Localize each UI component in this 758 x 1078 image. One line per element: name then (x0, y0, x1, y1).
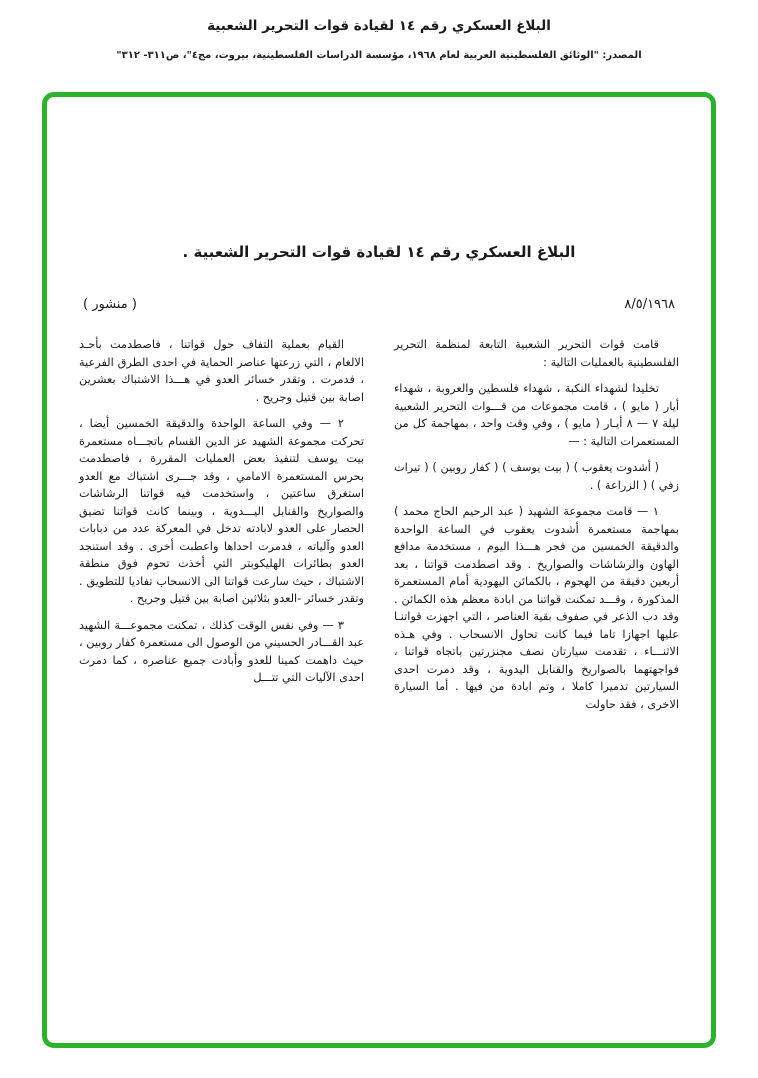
publication-status: ( منشور ) (83, 297, 137, 312)
paragraph: ٢ — وفي الساعة الواحدة والدقيقة الخمسين أيضا ، تحركت مجموعة الشهيد عز الدين القسام باتجـــاه مستعمرة بيت يوسف لتنفيذ بعض العمليات المقررة ، فاصطدمت بحرس المستعمرة الامامي ، وقد جـــرى اشتباك مع العدو استغرق ساعتين ، واستخدمت فيه قواتنا الرشاشات والصواريخ والقنابل اليـــدوية ، وبينما كانت قواتنا تضيق الحصار على العدو لابادته تدخل في المعركة عدد من دبابات العدو وآلياته ، فدمرت احداها واعطبت أخرى . وقد استنجد العدو بطائرات الهليكوبتر التي أخذت تحوم فوق منطقة الاشتباك ، حيث سارعت قواتنا الى الانسحاب تفاديا للتطويق . وتقدر خسائر -العدو بثلاثين اصابة بين قتيل وجريح . (79, 417, 364, 605)
source-citation: المصدر: "الوثائق الفلسطينية العربية لعام ١٩٦٨، مؤسسة الدراسات الفلسطينية، بيروت، مج٤"، ص٣١١- ٣١٢" (116, 50, 642, 61)
page-title: البلاغ العسكري رقم ١٤ لقيادة قوات التحرير الشعبية (207, 18, 551, 34)
paragraph: قامت قوات التحرير الشعبية التابعة لمنظمة التحرير الفلسطينية بالعمليات التالية : (394, 338, 679, 369)
paragraph: ٣ — وفي نفس الوقت كذلك ، تمكنت مجموعـــة الشهيد عبد القـــادر الحسيني من الوصول الى مستعمرة كفار روبين ، حيث داهمت كمينا للعدو وأبادت جميع عناصره ، كما دمرت احدى الآليات التي تتـــل (79, 618, 364, 684)
column-left (79, 336, 364, 722)
document-date: ٨/٥/١٩٦٨ (624, 297, 675, 312)
document-columns (79, 336, 679, 722)
paragraph: تخليدا لشهداء النكبة ، شهداء فلسطين والعروبة ، شهداء أيار ( مايو ) ، قامت مجموعات من قـــوات التحرير الشعبية ليلة ٧ — ٨ أيـار ( مايو ) ، وفي وقت واحد ، بمهاجمة كل من المستعمرات التالية : — (394, 382, 679, 448)
paragraph: ١ — قامت مجموعة الشهيد ( عبد الرحيم الحاج محمد ) بمهاجمة مستعمرة أشدوت يعقوب في الساعة الواحدة والدقيقة الخمسين من فجر هـــذا اليوم ، مستخدمة مدافع الهاون والرشاشات والصواريخ . وقد اصطدمت قواتنا ، بعد أربعين دقيقة من الهجوم ، بالكمائن اليهودية أمام المستعمرة المذكورة ، وقـــد تمكنت قواتنا من ابادة معظم هذه الكمائن . وقد دب الذعر في صفوف بقية العناصر ، التي اجهزت قواتنـا عليها اجهازا تاما فيما كانت تحاول الانسحاب . وفي هـذه الاثنـــاء ، تقدمت سيارتان نصف مجنزرتين باتجاه قواتنا ، فواجهتهما بالصواريخ والقنابل اليدوية ، وقد دمرت احدى السيارتين تدميرا كاملا ، وتم ابادة من فيها . أما السيارة الاخرى ، فقد حاولت (394, 505, 679, 711)
document-meta-row (79, 297, 679, 312)
document-frame (42, 92, 716, 1048)
paragraph: القيام بعملية التفاف حول قواتنا ، فاصطدمت بأحـد الالغام ، التي زرعتها عناصر الحماية في احدى الطرق الفرعية ، فدمرت . وتقدر خسائر العدو في هـــذا الاشتباك بعشرين اصابة بين قتيل وجريح . (79, 338, 364, 404)
paragraph: ( أشدوت يعقوب ) ( بيت يوسف ) ( كفار روبين ) ( تيرات زفي ) ( الزراعة ) . (394, 461, 679, 492)
document-title: البلاغ العسكري رقم ١٤ لقيادة قوات التحرير الشعبية . (182, 243, 576, 261)
page-header (0, 0, 758, 61)
column-right (394, 336, 679, 722)
